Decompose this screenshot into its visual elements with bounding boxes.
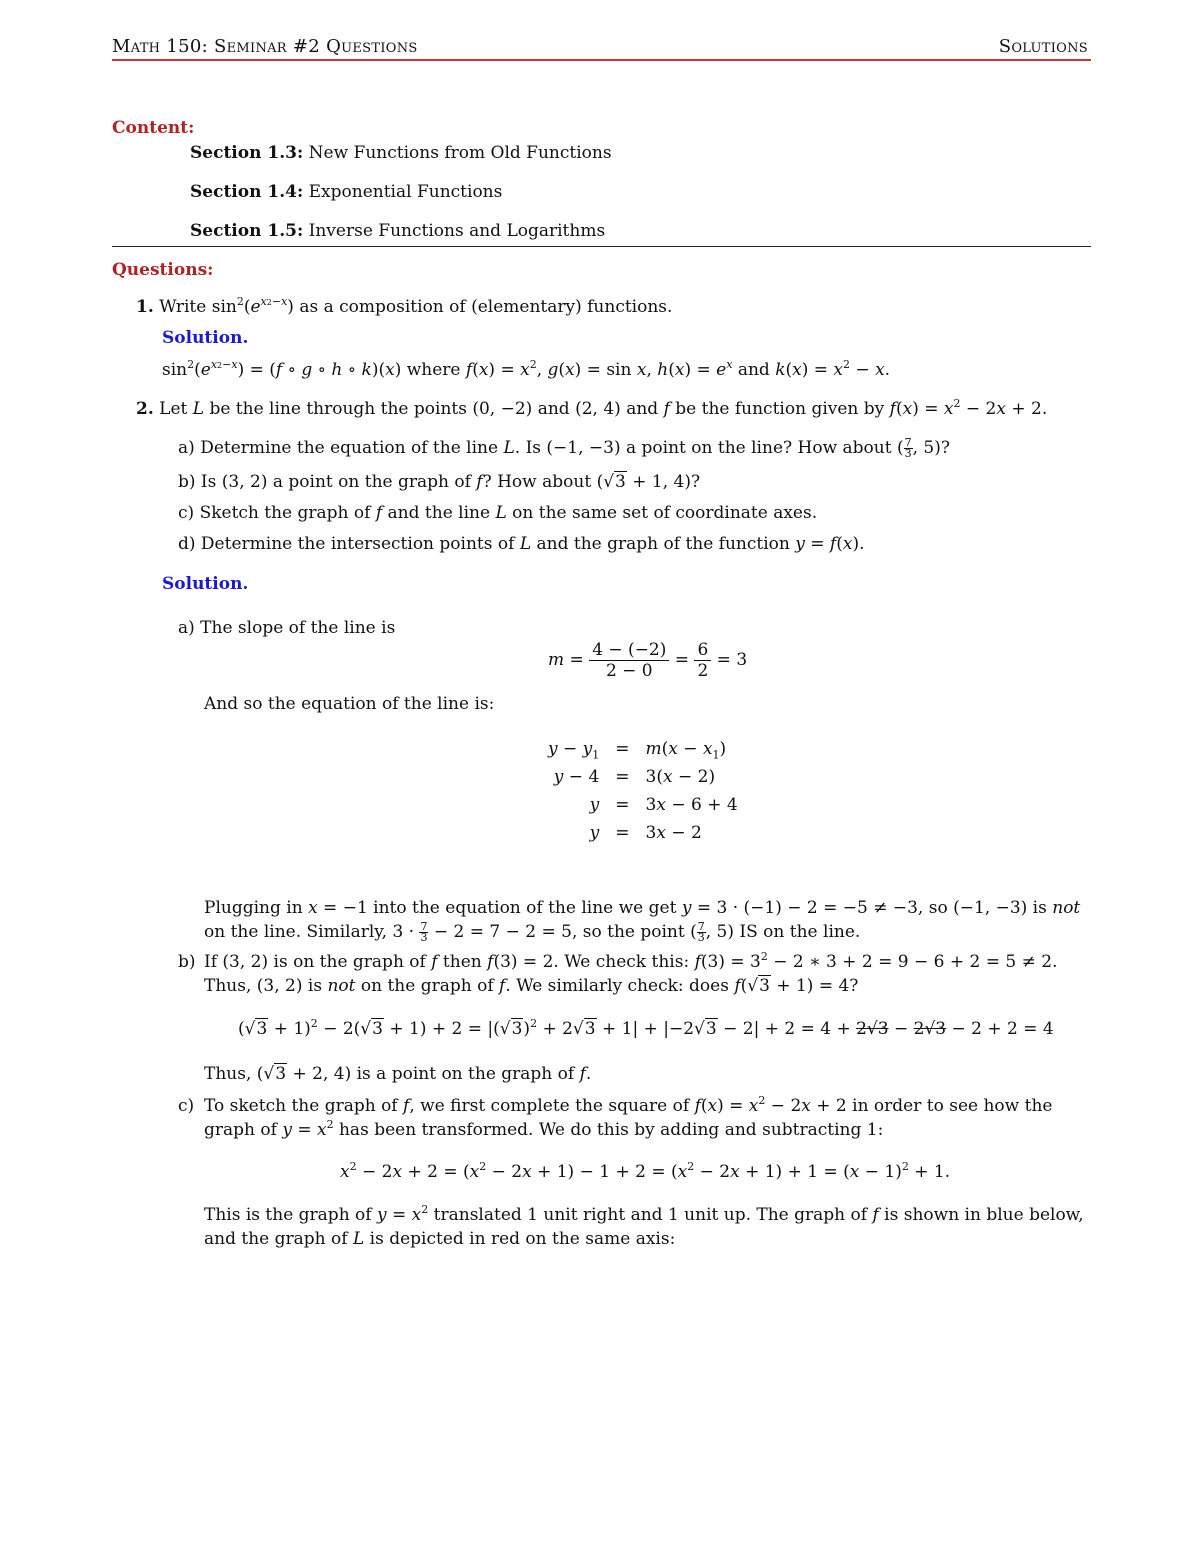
q1-solution-label: Solution. <box>162 328 249 348</box>
header-course: Math 150: Seminar #2 Questions <box>112 36 418 57</box>
part-text: Determine the equation of the line <box>200 438 499 458</box>
sol-a-line-text: And so the equation of the line is: <box>204 694 495 714</box>
question-1: 1. Write $\sin^2(e^{x2-x})$ as a composition of (elementary) functions. <box>136 295 673 317</box>
line-derivation: $y - y_1$ = $m(x - x_1)$ y − 4 = 3(x − 2) y = 3x − 6 + 4 y = 3x − 2 <box>548 739 738 843</box>
header-rule <box>112 59 1091 61</box>
text: and <box>737 360 770 380</box>
content-section-3 <box>190 220 605 242</box>
sol-c-text: To sketch the graph of f, we first complete the square of $f(x) = x^2 - 2x + 2$ in order to see how the graph of $y = x^2$ has been transformed. We do this by adding and subtracting 1: <box>204 1094 1053 1140</box>
content-section-2 <box>190 181 502 203</box>
text: is shown in blue below, and the graph of <box>204 1205 1084 1249</box>
section-text: Exponential Functions <box>308 182 503 202</box>
q2-part-c: c) Sketch the graph of f and the line L on the same set of coordinate axes. <box>178 503 818 523</box>
text: where <box>406 360 461 380</box>
q2-part-b: b) Is (3, 2) a point on the graph of f? How about (√3 + 1, 4)? <box>178 472 701 492</box>
sol-a-intro: a) The slope of the line is <box>178 618 396 638</box>
part-text: Is (3, 2) a point on the graph of <box>200 472 471 492</box>
text: To sketch the graph of <box>204 1096 398 1116</box>
q2-solution-label: Solution. <box>162 574 249 594</box>
question-number: 2. <box>136 399 154 419</box>
section-label: Section 1.5: <box>190 221 304 241</box>
part-text: Determine the intersection points of <box>200 534 515 554</box>
sol-b-computation: $(√3 + 1)^2 - 2(√3 + 1) + 2 = |(√3)^2 + 2√3 + 1| + |-2√3 - 2| + 2 = 4 + 2√3 - 2√3 - 2 + 2 = 4$ <box>238 1017 1054 1039</box>
question-2: 2. Let L be the line through the points (0, −2) and (2, 4) and f be the function given by $f(x) = x^2 - 2x + 2$. <box>136 397 1048 419</box>
part-label: c) <box>178 503 195 523</box>
question-text: Let <box>159 399 188 419</box>
question-text: as a composition of (elementary) functions. <box>299 297 673 317</box>
slope-equation: m = $\frac{4 - (-2)}{2 - 0}$ = $\frac{6}{2}$ = 3 <box>548 640 748 681</box>
text: translated 1 unit right and 1 unit up. The graph of <box>433 1205 868 1225</box>
header-solutions: Solutions <box>998 36 1088 57</box>
part-text: Sketch the graph of <box>199 503 371 523</box>
question-text: be the function given by <box>675 399 885 419</box>
question-text: Write <box>159 297 207 317</box>
q2-part-d: d) Determine the intersection points of L and the graph of the function y = f(x). <box>178 534 865 554</box>
part-label: a) <box>178 438 195 458</box>
questions-title: Questions: <box>112 260 214 280</box>
text: Plugging in <box>204 898 303 918</box>
sol-c-label: c) <box>178 1096 195 1116</box>
q2-part-a: a) Determine the equation of the line L. Is (−1, −3) a point on the line? How about ( $\frac{7}{3}$ , 5)? <box>178 436 950 460</box>
sol-b-label: b) <box>178 952 196 972</box>
content-title: Content: <box>112 118 195 138</box>
sol-b-thus: Thus, (√3 + 2, 4) is a point on the graph of f. <box>204 1064 592 1084</box>
part-label: d) <box>178 534 196 554</box>
part-label: b) <box>178 472 196 492</box>
text: is depicted in red on the same axis: <box>369 1229 676 1249</box>
text: This is the graph of <box>204 1205 372 1225</box>
text: Thus, <box>204 1064 252 1084</box>
content-rule <box>112 246 1091 247</box>
section-label: Section 1.4: <box>190 182 304 202</box>
sol-c-final: This is the graph of $y = x^2$ translated 1 unit right and 1 unit up. The graph of f is shown in blue below, and the graph of L is depicted in red on the same axis: <box>204 1203 1084 1249</box>
complete-square: $x^2 - 2x + 2 = (x^2 - 2x + 1) - 1 + 2 = (x^2 - 2x + 1) + 1 = (x - 1)^2 + 1$. <box>340 1160 951 1182</box>
emph-not: not <box>1052 898 1081 918</box>
q1-solution-body: $\sin^2(e^{x2-x}) = (f$ ∘ g ∘ h ∘ k)(x) where $f(x) = x^2$, g(x) = sin x, $h(x) = e^x$ and $k(x) = x^2 - x$. <box>162 358 891 380</box>
question-text: be the line through the points (0, −2) and (2, 4) and <box>209 399 659 419</box>
question-number: 1. <box>136 297 154 317</box>
sol-b-text: If (3, 2) is on the graph of f then f(3) = 2. We check this: $f(3) = 3^2 - 2$ ∗ 3 + 2 = 9 − 6 + 2 = 5 ≠ 2. Thus, (3, 2) is not on the graph of f. We similarly check: does f(√3 + 1) = 4? <box>204 950 1058 996</box>
content-section-1 <box>190 142 612 164</box>
section-label: Section 1.3: <box>190 143 304 163</box>
section-text: Inverse Functions and Logarithms <box>308 221 606 241</box>
sol-a-plugging: Plugging in x = −1 into the equation of the line we get y = 3 · (−1) − 2 = −5 ≠ −3, so (−1, −3) is not on the line. Similarly, 3 · $\frac{7}{3}$ − 2 = 7 − 2 = 5, so the point ( $\frac{7}{3}$ , 5) IS on the line. <box>204 898 1081 944</box>
section-text: New Functions from Old Functions <box>308 143 612 163</box>
text: The slope of the line is <box>200 618 396 638</box>
